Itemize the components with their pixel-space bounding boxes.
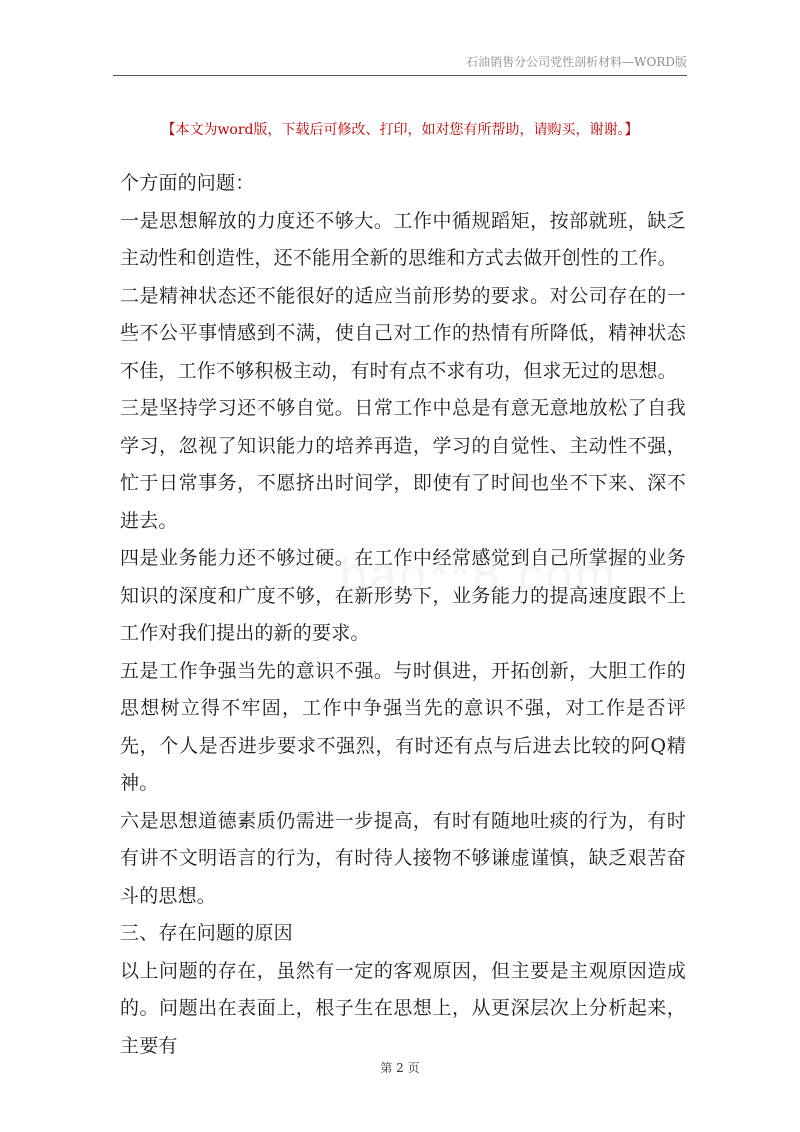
page-number: 第 2 页 [380, 1061, 420, 1075]
paragraph-point-6: 六是思想道德素质仍需进一步提高，有时有随地吐痰的行为，有时有讲不文明语言的行为，有时待人接物不够谦虚谨慎，缺乏艰苦奋斗的思想。 [120, 809, 686, 907]
document-body [120, 165, 686, 1065]
download-notice: 【本文为word版，下载后可修改、打印，如对您有所帮助，请购买，谢谢。】 [161, 122, 639, 138]
page-header-title: 石油销售分公司党性剖析材料—WORD版 [466, 55, 687, 69]
header-divider [113, 75, 687, 76]
paragraph-point-1: 一是思想解放的力度还不够大。工作中循规蹈矩，按部就班，缺乏主动性和创造性，还不能用全新的思维和方式去做开创性的工作。 [120, 209, 686, 269]
paragraph-point-3: 三是坚持学习还不够自觉。日常工作中总是有意无意地放松了自我学习，忽视了知识能力的培养再造，学习的自觉性、主动性不强，忙于日常事务，不愿挤出时间学，即使有了时间也坐不下来、深不进去。 [120, 397, 686, 532]
paragraph-point-2: 二是精神状态还不能很好的适应当前形势的要求。对公司存在的一些不公平事情感到不满，使自己对工作的热情有所降低，精神状态不佳，工作不够积极主动，有时有点不求有功，但求无过的思想。 [120, 284, 686, 382]
paragraph-causes: 以上问题的存在，虽然有一定的客观原因，但主要是主观原因造成的。问题出在表面上，根子生在思想上，从更深层次上分析起来，主要有 [120, 959, 686, 1057]
paragraph-point-4: 四是业务能力还不够过硬。在工作中经常感觉到自己所掌握的业务知识的深度和广度不够，在新形势下，业务能力的提高速度跟不上工作对我们提出的新的要求。 [120, 547, 686, 644]
section-heading-causes: 三、存在问题的原因 [120, 922, 293, 944]
paragraph-point-5: 五是工作争强当先的意识不强。与时俱进，开拓创新，大胆工作的思想树立得不牢固，工作中争强当先的意识不强，对工作是否评先，个人是否进步要求不强烈，有时还有点与后进去比较的阿Q精神。 [120, 659, 686, 794]
paragraph-intro: 个方面的问题： [120, 172, 255, 194]
